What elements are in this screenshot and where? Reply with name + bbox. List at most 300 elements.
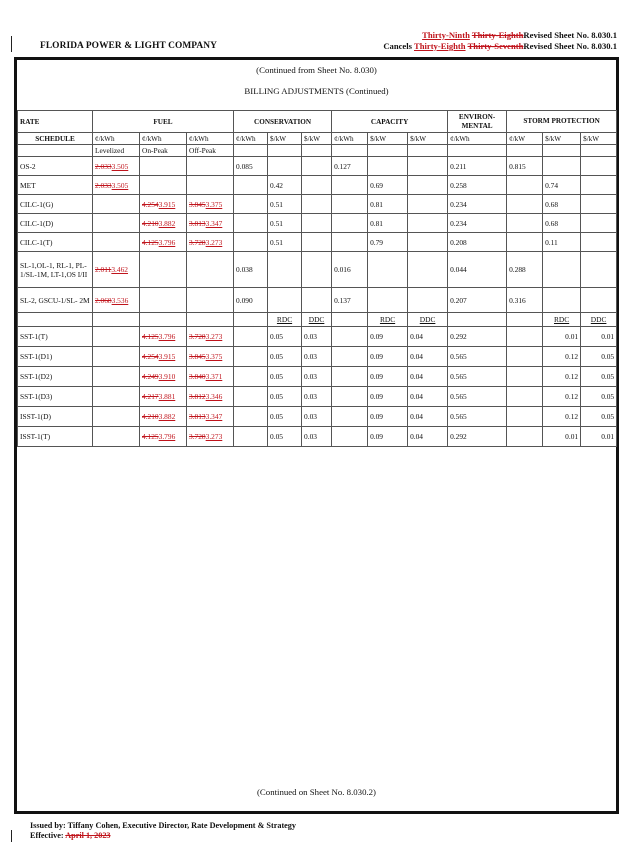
rate-value	[332, 176, 368, 195]
new-rate-value: 3.796	[158, 237, 176, 247]
empty-cell	[234, 327, 268, 347]
new-rate-value: 3.347	[205, 218, 223, 228]
fuel-on-peak	[140, 233, 187, 252]
empty-cell	[93, 313, 140, 327]
empty-cell	[332, 427, 368, 447]
rate-value	[302, 288, 332, 313]
conservation-rdc: 0.05	[268, 387, 302, 407]
rate-value: 0.42	[268, 176, 302, 195]
rate-value	[234, 233, 268, 252]
new-rate-value: 3.347	[205, 412, 223, 421]
capacity-rdc: 0.09	[368, 387, 408, 407]
fuel-on-peak	[140, 176, 187, 195]
rate-value: 0.51	[268, 233, 302, 252]
rate-value	[268, 288, 302, 313]
empty-cell	[268, 145, 302, 157]
new-rate-value: 3.881	[158, 392, 176, 401]
ddc-text: DDC	[308, 315, 325, 324]
empty-cell	[543, 145, 581, 157]
fuel-off-peak	[187, 427, 234, 447]
rate-schedule: ISST-1(T)	[18, 427, 93, 447]
fuel-levelized	[93, 367, 140, 387]
rate-value	[581, 288, 617, 313]
table-row	[18, 288, 617, 313]
capacity-ddc: 0.04	[408, 407, 448, 427]
new-rate-value: 3.273	[205, 432, 223, 441]
fuel-levelized	[93, 327, 140, 347]
capacity-ddc: 0.04	[408, 387, 448, 407]
cancels-new: Thirty-Eighth	[413, 41, 466, 51]
table-row	[18, 252, 617, 288]
empty-cell	[507, 407, 543, 427]
capacity-rdc: 0.09	[368, 427, 408, 447]
rate-schedule: OS-2	[18, 157, 93, 176]
new-rate-value: 3.462	[111, 265, 128, 274]
capacity-rdc: 0.09	[368, 327, 408, 347]
environmental-value: 0.292	[448, 327, 507, 347]
empty-cell	[234, 145, 268, 157]
unit-header: ¢/kWh	[187, 133, 234, 145]
old-rate-value: 2.033	[95, 180, 112, 190]
rate-value	[581, 252, 617, 288]
rate-value	[302, 214, 332, 233]
fuel-on-peak	[140, 367, 187, 387]
rate-value	[408, 214, 448, 233]
old-rate-value: 3.845	[189, 199, 206, 209]
fuel-off-peak	[187, 252, 234, 288]
sheet-cancels-line	[383, 41, 617, 51]
rate-value: 0.085	[234, 157, 268, 176]
conservation-rdc: 0.05	[268, 367, 302, 387]
rate-value	[408, 233, 448, 252]
new-rate-value: 3.371	[205, 372, 223, 381]
rate-value: 0.68	[543, 195, 581, 214]
revision-old: Thirty-Eighth	[471, 30, 524, 40]
new-rate-value: 3.882	[158, 218, 176, 228]
unit-header: ¢/kWh	[234, 133, 268, 145]
old-rate-value: 3.813	[189, 412, 206, 421]
fuel-on-peak	[140, 214, 187, 233]
table-row	[18, 407, 617, 427]
rate-value: 0.69	[368, 176, 408, 195]
table-row	[18, 157, 617, 176]
old-rate-value: 4.254	[142, 199, 159, 209]
empty-cell	[234, 387, 268, 407]
fuel-on-peak	[140, 288, 187, 313]
unit-header: $/kW	[368, 133, 408, 145]
rate-value: 0.51	[268, 195, 302, 214]
ddc-text: DDC	[590, 315, 607, 324]
rate-value	[408, 195, 448, 214]
rate-value	[368, 288, 408, 313]
storm-rdc: 0.12	[543, 367, 581, 387]
conservation-ddc: 0.03	[302, 407, 332, 427]
rate-value	[302, 233, 332, 252]
on-peak-label: On-Peak	[140, 145, 187, 157]
old-rate-value: 2.033	[95, 161, 112, 171]
environmental-header: ENVIRON-MENTAL	[448, 111, 507, 133]
tariff-sheet-frame	[14, 57, 619, 814]
fuel-levelized	[93, 157, 140, 176]
rate-value	[507, 176, 543, 195]
empty-cell	[332, 367, 368, 387]
empty-cell	[332, 387, 368, 407]
fuel-off-peak	[187, 195, 234, 214]
storm-ddc: 0.05	[581, 387, 617, 407]
rdc-label	[368, 313, 408, 327]
rate-value	[408, 176, 448, 195]
old-rate-value: 4.125	[142, 237, 159, 247]
capacity-rdc: 0.09	[368, 347, 408, 367]
rate-value	[302, 195, 332, 214]
old-rate-value: 2.011	[95, 265, 112, 274]
rate-value	[543, 252, 581, 288]
rate-value: 0.208	[448, 233, 507, 252]
fuel-levelized	[93, 347, 140, 367]
rate-value: 0.211	[448, 157, 507, 176]
fuel-on-peak	[140, 387, 187, 407]
rdc-ddc-row	[18, 313, 617, 327]
rate-value	[332, 214, 368, 233]
rate-value	[234, 214, 268, 233]
empty-cell	[507, 313, 543, 327]
section-title: BILLING ADJUSTMENTS (Continued)	[244, 86, 389, 96]
fuel-levelized	[93, 407, 140, 427]
effective-old-date: April 1, 2023	[65, 830, 111, 840]
rate-value: 0.51	[268, 214, 302, 233]
rate-schedule: SST-1(D2)	[18, 367, 93, 387]
rate-value: 0.258	[448, 176, 507, 195]
rate-value	[302, 157, 332, 176]
fuel-on-peak	[140, 252, 187, 288]
empty-cell	[302, 145, 332, 157]
new-rate-value: 3.910	[158, 372, 176, 381]
rate-value: 0.815	[507, 157, 543, 176]
storm-ddc: 0.05	[581, 367, 617, 387]
issued-by: Issued by: Tiffany Cohen, Executive Director, Rate Development & Strategy	[30, 821, 296, 830]
rate-value	[234, 195, 268, 214]
fuel-off-peak	[187, 176, 234, 195]
rate-rows-group-b	[18, 327, 617, 447]
old-rate-value: 3.812	[189, 392, 206, 401]
empty-cell	[187, 313, 234, 327]
fuel-on-peak	[140, 347, 187, 367]
table-row	[18, 427, 617, 447]
rdc-text: RDC	[379, 315, 396, 324]
unit-header: $/kW	[268, 133, 302, 145]
rate-value	[332, 195, 368, 214]
capacity-ddc: 0.04	[408, 347, 448, 367]
capacity-header: CAPACITY	[332, 111, 448, 133]
new-rate-value: 3.375	[205, 352, 223, 361]
storm-ddc: 0.01	[581, 327, 617, 347]
ddc-label	[581, 313, 617, 327]
empty-cell	[332, 347, 368, 367]
company-name: FLORIDA POWER & LIGHT COMPANY	[40, 41, 218, 51]
empty-cell	[448, 313, 507, 327]
fuel-levelized	[93, 252, 140, 288]
fuel-off-peak	[187, 347, 234, 367]
rate-schedule: CILC-1(G)	[18, 195, 93, 214]
rate-value	[581, 176, 617, 195]
rate-value	[368, 252, 408, 288]
old-rate-value: 4.249	[142, 372, 159, 381]
conservation-ddc: 0.03	[302, 347, 332, 367]
fuel-levelized	[93, 288, 140, 313]
table-row	[18, 233, 617, 252]
old-rate-value: 3.728	[189, 237, 206, 247]
empty-cell	[448, 145, 507, 157]
environmental-value: 0.565	[448, 387, 507, 407]
cancels-sheet: Revised Sheet No. 8.030.1	[523, 41, 617, 51]
table-row	[18, 195, 617, 214]
rdc-label	[268, 313, 302, 327]
ddc-text: DDC	[419, 315, 436, 324]
empty-cell	[140, 313, 187, 327]
fuel-levelized	[93, 214, 140, 233]
capacity-ddc: 0.04	[408, 427, 448, 447]
conservation-ddc: 0.03	[302, 387, 332, 407]
rate-rows-group-a	[18, 157, 617, 313]
fuel-off-peak	[187, 288, 234, 313]
empty-cell	[234, 313, 268, 327]
conservation-ddc: 0.03	[302, 327, 332, 347]
fuel-levelized	[93, 387, 140, 407]
rate-value	[507, 214, 543, 233]
rdc-ddc-header-group	[18, 313, 617, 327]
empty-cell	[581, 145, 617, 157]
revision-bar-bottom	[11, 830, 12, 842]
rate-value: 0.288	[507, 252, 543, 288]
fuel-on-peak	[140, 157, 187, 176]
fuel-header: FUEL	[93, 111, 234, 133]
rdc-label	[543, 313, 581, 327]
empty-cell	[507, 145, 543, 157]
new-rate-value: 3.882	[158, 412, 176, 421]
rate-value: 0.137	[332, 288, 368, 313]
storm-rdc: 0.12	[543, 407, 581, 427]
rate-value	[408, 288, 448, 313]
unit-header: ¢/kWh	[93, 133, 140, 145]
fuel-off-peak	[187, 327, 234, 347]
old-rate-value: 4.217	[142, 392, 159, 401]
table-row	[18, 214, 617, 233]
empty-cell	[507, 347, 543, 367]
new-rate-value: 3.273	[205, 332, 223, 341]
storm-rdc: 0.01	[543, 327, 581, 347]
new-rate-value: 3.505	[111, 180, 129, 190]
unit-header: $/kW	[543, 133, 581, 145]
revision-bar-top	[11, 36, 12, 52]
old-rate-value: 3.728	[189, 332, 206, 341]
rate-value: 0.316	[507, 288, 543, 313]
new-rate-value: 3.796	[158, 332, 176, 341]
rate-value	[507, 233, 543, 252]
rate-schedule: SST-1(T)	[18, 327, 93, 347]
rate-value: 0.234	[448, 195, 507, 214]
empty-cell	[234, 427, 268, 447]
environmental-value: 0.565	[448, 347, 507, 367]
old-rate-value: 4.210	[142, 218, 159, 228]
empty-cell	[408, 145, 448, 157]
rate-value	[581, 214, 617, 233]
fuel-levelized	[93, 233, 140, 252]
unit-header: ¢/kWh	[140, 133, 187, 145]
empty-cell	[332, 327, 368, 347]
new-rate-value: 3.375	[205, 199, 223, 209]
empty-cell	[507, 327, 543, 347]
table-row	[18, 367, 617, 387]
levelized-label: Levelized	[93, 145, 140, 157]
storm-rdc: 0.12	[543, 387, 581, 407]
rdc-text: RDC	[553, 315, 570, 324]
rate-value: 0.038	[234, 252, 268, 288]
rate-value: 0.74	[543, 176, 581, 195]
capacity-ddc: 0.04	[408, 327, 448, 347]
conservation-rdc: 0.05	[268, 427, 302, 447]
new-rate-value: 3.346	[205, 392, 223, 401]
rate-value	[543, 288, 581, 313]
storm-protection-header: STORM PROTECTION	[507, 111, 617, 133]
old-rate-value: 3.840	[189, 372, 206, 381]
rate-value	[543, 157, 581, 176]
rate-schedule: SL-1,OL-1, RL-1, PL- 1/SL-1M, LT-1,OS I/II	[18, 252, 93, 288]
empty-cell	[507, 367, 543, 387]
empty-cell	[234, 407, 268, 427]
storm-ddc: 0.05	[581, 407, 617, 427]
continued-from-note: (Continued from Sheet No. 8.030)	[256, 65, 377, 75]
capacity-rdc: 0.09	[368, 367, 408, 387]
rate-schedule: SST-1(D1)	[18, 347, 93, 367]
fuel-subheader-row	[18, 145, 617, 157]
old-rate-value: 2.068	[95, 295, 112, 305]
environmental-value: 0.565	[448, 407, 507, 427]
fuel-on-peak	[140, 407, 187, 427]
rate-value: 0.127	[332, 157, 368, 176]
storm-rdc: 0.12	[543, 347, 581, 367]
table-row	[18, 327, 617, 347]
rate-value	[408, 252, 448, 288]
fuel-levelized	[93, 195, 140, 214]
new-rate-value: 3.915	[158, 199, 176, 209]
fuel-on-peak	[140, 427, 187, 447]
storm-rdc: 0.01	[543, 427, 581, 447]
old-rate-value: 4.125	[142, 332, 159, 341]
new-rate-value: 3.505	[111, 161, 129, 171]
old-rate-value: 3.813	[189, 218, 206, 228]
rate-schedule: SST-1(D3)	[18, 387, 93, 407]
table-row	[18, 176, 617, 195]
rdc-text: RDC	[276, 315, 293, 324]
rate-value	[234, 176, 268, 195]
new-rate-value: 3.536	[111, 295, 129, 305]
rate-value	[302, 176, 332, 195]
fuel-off-peak	[187, 407, 234, 427]
empty-cell	[332, 407, 368, 427]
conservation-rdc: 0.05	[268, 347, 302, 367]
rate-value	[581, 195, 617, 214]
capacity-ddc: 0.04	[408, 367, 448, 387]
rate-value	[302, 252, 332, 288]
fuel-off-peak	[187, 367, 234, 387]
unit-header: $/kW	[408, 133, 448, 145]
rate-value: 0.79	[368, 233, 408, 252]
rate-value	[268, 252, 302, 288]
units-header-row	[18, 133, 617, 145]
old-rate-value: 3.728	[189, 432, 206, 441]
rate-value	[507, 195, 543, 214]
rate-value	[332, 233, 368, 252]
empty-cell	[234, 347, 268, 367]
empty-cell	[507, 427, 543, 447]
old-rate-value: 4.125	[142, 432, 159, 441]
ddc-label	[302, 313, 332, 327]
rate-value: 0.090	[234, 288, 268, 313]
off-peak-label: Off-Peak	[187, 145, 234, 157]
revision-sheet: Revised Sheet No. 8.030.1	[523, 30, 617, 40]
old-rate-value: 4.210	[142, 412, 159, 421]
footer	[30, 821, 296, 840]
unit-header: $/kW	[581, 133, 617, 145]
rate-value: 0.11	[543, 233, 581, 252]
effective-label: Effective:	[30, 830, 64, 840]
fuel-off-peak	[187, 157, 234, 176]
fuel-levelized	[93, 427, 140, 447]
rate-schedule: MET	[18, 176, 93, 195]
schedule-header: SCHEDULE	[18, 133, 93, 145]
group-header-row	[18, 111, 617, 133]
rate-value: 0.234	[448, 214, 507, 233]
environmental-value: 0.292	[448, 427, 507, 447]
unit-header: ¢/kWh	[448, 133, 507, 145]
continued-on-note: (Continued on Sheet No. 8.030.2)	[257, 787, 376, 797]
new-rate-value: 3.273	[205, 237, 223, 247]
rate-value	[268, 157, 302, 176]
fuel-off-peak	[187, 233, 234, 252]
empty-cell	[18, 313, 93, 327]
conservation-header: CONSERVATION	[234, 111, 332, 133]
rate-value	[581, 233, 617, 252]
rate-value	[368, 157, 408, 176]
rate-schedule: CILC-1(D)	[18, 214, 93, 233]
empty-cell	[368, 145, 408, 157]
environmental-value: 0.565	[448, 367, 507, 387]
rate-value: 0.044	[448, 252, 507, 288]
empty-cell	[234, 367, 268, 387]
rate-value	[581, 157, 617, 176]
unit-header: ¢/kW	[507, 133, 543, 145]
rate-schedule: SL-2, GSCU-1/SL- 2M	[18, 288, 93, 313]
rate-schedule: CILC-1(T)	[18, 233, 93, 252]
empty-cell	[18, 145, 93, 157]
empty-cell	[332, 145, 368, 157]
new-rate-value: 3.796	[158, 432, 176, 441]
empty-cell	[507, 387, 543, 407]
ddc-label	[408, 313, 448, 327]
rate-value: 0.81	[368, 195, 408, 214]
rate-value: 0.68	[543, 214, 581, 233]
cancels-old: Thirty-Seventh	[467, 41, 524, 51]
table-row	[18, 347, 617, 367]
rate-header: RATE	[18, 111, 93, 133]
conservation-rdc: 0.05	[268, 407, 302, 427]
rate-value: 0.016	[332, 252, 368, 288]
fuel-on-peak	[140, 327, 187, 347]
fuel-off-peak	[187, 214, 234, 233]
unit-header: $/kW	[302, 133, 332, 145]
fuel-off-peak	[187, 387, 234, 407]
conservation-rdc: 0.05	[268, 327, 302, 347]
